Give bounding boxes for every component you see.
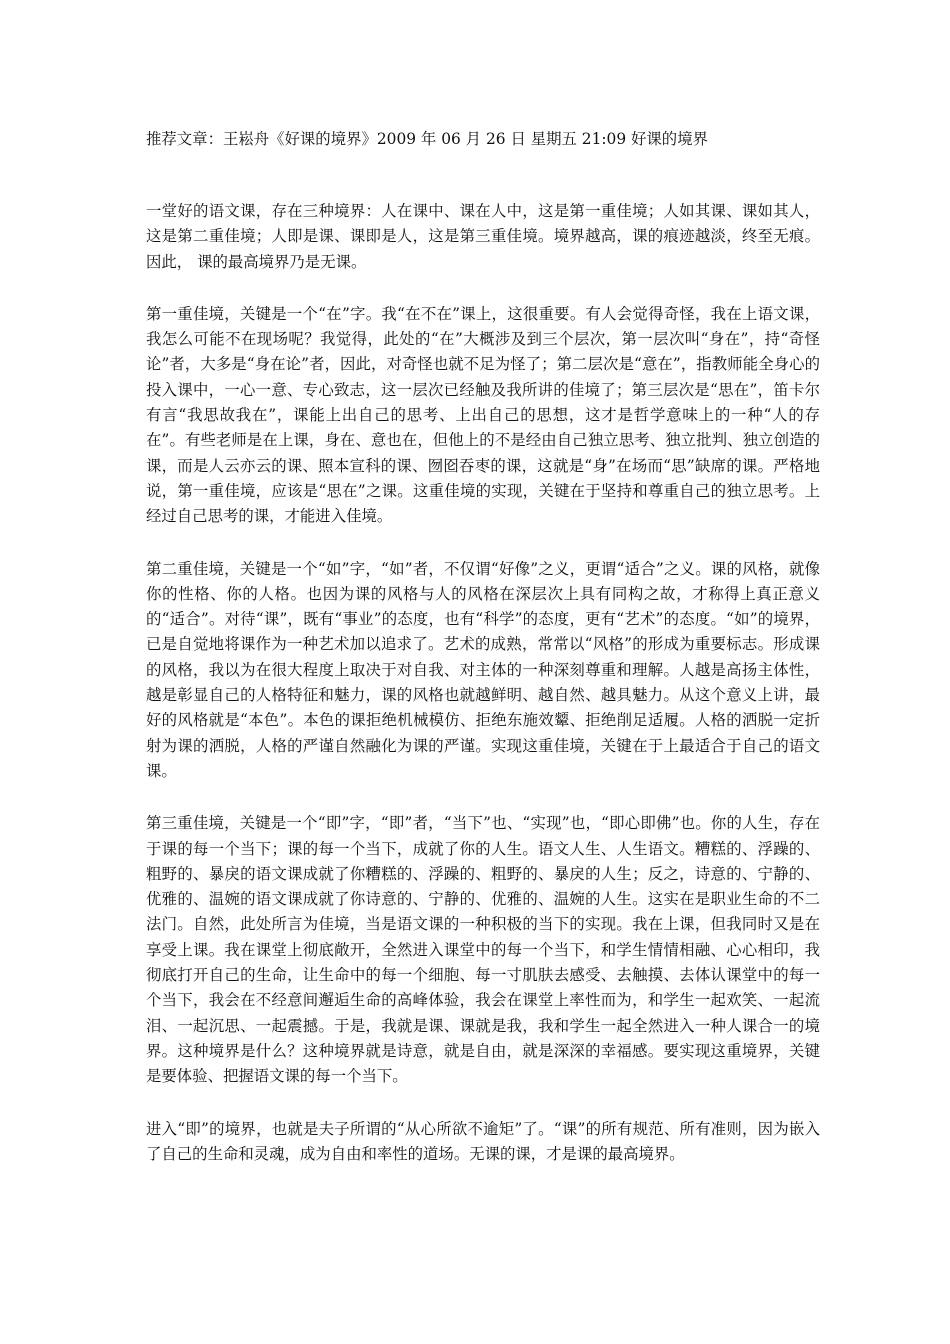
paragraph-conclusion: 进入“即”的境界，也就是夫子所谓的“从心所欲不逾矩”了。“课”的所有规范、所有准则，因为嵌入了自己的生命和灵魂，成为自由和率性的道场。无课的课，才是课的最高境界。 xyxy=(146,1119,820,1163)
article-body xyxy=(146,127,820,1167)
paragraph-intro: 一堂好的语文课，存在三种境界：人在课中、课在人中，这是第一重佳境；人如其课、课如其人，这是第二重佳境；人即是课、课即是人，这是第三重佳境。境界越高，课的痕迹越淡，终至无痕。因此， 课的最高境界乃是无课。 xyxy=(146,202,820,271)
paragraph-first-realm: 第一重佳境，关键是一个“在”字。我“在不在”课上，这很重要。有人会觉得奇怪，我在上语文课，我怎么可能不在现场呢？我觉得，此处的“在”大概涉及到三个层次，第一层次叫“身在”，持“奇怪论”者，大多是“身在论”者，因此，对奇怪也就不足为怪了；第二层次是“意在”，指教师能全身心的投入课中，一心一意、专心致志，这一层次已经触及我所讲的佳境了；第三层次是“思在”，笛卡尔有言“我思故我在”，课能上出自己的思考、上出自己的思想，这才是哲学意味上的一种“人的存在”。有些老师是在上课，身在、意也在，但他上的不是经由自己独立思考、独立批判、独立创造的课，而是人云亦云的课、照本宣科的课、囫囵吞枣的课，这就是“身”在场而“思”缺席的课。严格地说，第一重佳境，应该是“思在”之课。这重佳境的实现，关键在于坚持和尊重自己的独立思考。上经过自己思考的课，才能进入佳境。 xyxy=(146,304,820,526)
paragraph-third-realm: 第三重佳境，关键是一个“即”字，“即”者，“当下”也、“实现”也，“即心即佛”也。你的人生，存在于课的每一个当下；课的每一个当下，成就了你的人生。语文人生、人生语文。糟糕的、浮躁的、粗野的、暴戾的语文课成就了你糟糕的、浮躁的、粗野的、暴戾的人生；反之，诗意的、宁静的、优雅的、温婉的语文课成就了你诗意的、宁静的、优雅的、温婉的人生。这实在是职业生命的不二法门。自然，此处所言为佳境，当是语文课的一种积极的当下的实现。我在上课，但我同时又是在享受上课。我在课堂上彻底敞开，全然进入课堂中的每一个当下，和学生情情相融、心心相印，我彻底打开自己的生命，让生命中的每一个细胞、每一寸肌肤去感受、去触摸、去体认课堂中的每一个当下，我会在不经意间邂逅生命的高峰体验，我会在课堂上率性而为，和学生一起欢笑、一起流泪、一起沉思、一起震撼。于是，我就是课、课就是我，我和学生一起全然进入一种人课合一的境界。这种境界是什么？这种境界就是诗意，就是自由，就是深深的幸福感。要实现这重境界，关键是要体验、把握语文课的每一个当下。 xyxy=(146,814,820,1086)
paragraph-second-realm: 第二重佳境，关键是一个“如”字，“如”者，不仅谓“好像”之义，更谓“适合”之义。课的风格，就像你的性格、你的人格。也因为课的风格与人的风格在深层次上具有同构之故，才称得上真正意义的“适合”。对待“课”，既有“事业”的态度，也有“科学”的态度，更有“艺术”的态度。“如”的境界，已是自觉地将课作为一种艺术加以追求了。艺术的成熟，常常以“风格”的形成为重要标志。形成课的风格，我以为在很大程度上取决于对自我、对主体的一种深刻尊重和理解。人越是高扬主体性，越是彰显自己的人格特征和魅力，课的风格也就越鲜明、越自然、越具魅力。从这个意义上讲，最好的风格就是“本色”。本色的课拒绝机械模仿、拒绝东施效颦、拒绝削足适履。人格的洒脱一定折射为课的洒脱，人格的严谨自然融化为课的严谨。实现这重佳境，关键在于上最适合于自己的语文课。 xyxy=(146,559,820,780)
article-header: 推荐文章：王崧舟《好课的境界》2009 年 06 月 26 日 星期五 21:09 好课的境界 xyxy=(146,130,708,148)
